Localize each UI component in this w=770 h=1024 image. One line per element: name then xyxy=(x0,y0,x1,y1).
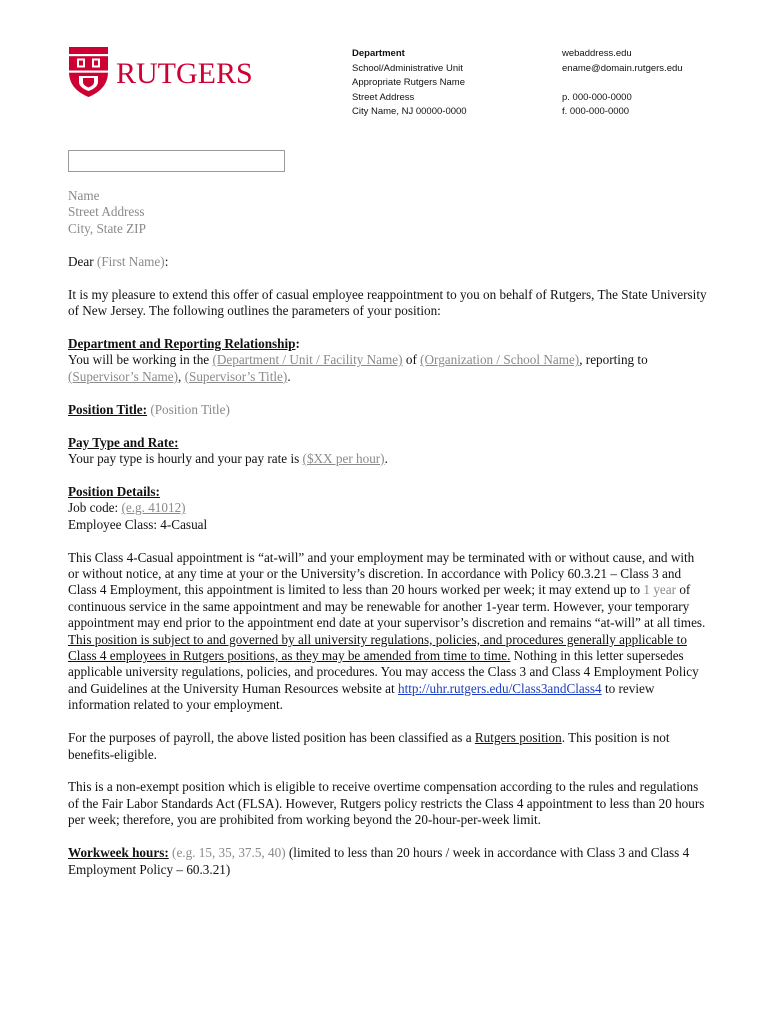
header-email: ename@domain.rutgers.edu xyxy=(562,62,683,74)
pay-rate-placeholder: ($XX per hour) xyxy=(302,450,385,466)
workweek-heading: Workweek hours: xyxy=(68,845,169,861)
policy-text-3: Nothing in this letter supersedes applicable university regulations, policies, and procedures. You may access the Class 3 and Class 4 Employment Policy and Guidelines at the University Human Resources website at xyxy=(68,648,699,696)
rutgers-logo xyxy=(68,46,258,98)
department-text-1: You will be working in the xyxy=(68,352,213,368)
recipient-street: Street Address xyxy=(68,204,145,220)
workweek-section xyxy=(68,845,708,878)
department-text-3: , reporting to xyxy=(579,352,648,368)
position-title-heading: Position Title: xyxy=(68,401,148,417)
salutation-dear: Dear xyxy=(68,253,94,269)
position-details-section xyxy=(68,484,708,533)
sender-contact-block xyxy=(562,47,683,120)
header-phone: p. 000-000-0000 xyxy=(562,91,632,103)
department-heading: Department and Reporting Relationship xyxy=(68,335,296,351)
logo-wordmark: RUTGERS xyxy=(116,57,253,90)
policy-underlined-text: This position is subject to and governed by all university regulations, policies, and procedures generally applicable to Class 4 employees in Rutgers positions, as they may be amended from time to time. xyxy=(68,631,687,664)
header-web: webaddress.edu xyxy=(562,48,632,59)
salutation xyxy=(68,254,708,270)
term-placeholder: 1 year xyxy=(643,582,677,598)
organization-placeholder: (Organization / School Name) xyxy=(420,352,580,368)
shield-icon xyxy=(69,47,108,97)
pay-text-2: . xyxy=(384,450,388,466)
department-text-2: of xyxy=(402,352,421,368)
job-code-label: Job code: xyxy=(68,500,122,516)
recipient-name: Name xyxy=(68,188,100,203)
supervisor-name-placeholder: (Supervisor’s Name) xyxy=(68,368,178,384)
header-unit: School/Administrative Unit xyxy=(352,62,463,74)
workweek-text: (limited to less than 20 hours / week in accordance with Class 3 and Class 4 Employment Policy – 60.3.21) xyxy=(68,845,690,877)
department-heading-colon: : xyxy=(295,335,300,351)
pay-text-1: Your pay type is hourly and your pay rate is xyxy=(68,450,303,466)
supervisor-title-placeholder: (Supervisor’s Title) xyxy=(184,368,288,384)
header-fax: f. 000-000-0000 xyxy=(562,106,630,118)
pay-section xyxy=(68,435,708,468)
header-street: Street Address xyxy=(352,91,415,103)
intro-paragraph: It is my pleasure to extend this offer of casual employee reappointment to you on behalf of Rutgers, The State University of New Jersey. The following outlines the parameters of your position: xyxy=(68,286,707,319)
employee-class: Employee Class: 4-Casual xyxy=(68,516,208,532)
workweek-hours-placeholder: (e.g. 15, 35, 37.5, 40) xyxy=(168,845,286,861)
sender-address-block xyxy=(352,47,467,120)
header-city: City Name, NJ 00000-0000 xyxy=(352,106,467,118)
payroll-text-2: . This position is not benefits-eligible. xyxy=(68,730,670,762)
policy-text-1: This Class 4-Casual appointment is “at-will” and your employment may be terminated with or without cause, and with or without notice, at any time at your or the University’s discretion. In accordance with Policy 60.3.21 – Class 3 and Class 4 Employment, this appointment is limited to less than 20 hours worked per week; it may extend up to xyxy=(68,549,695,598)
header-appropriate-name: Appropriate Rutgers Name xyxy=(352,77,465,89)
policy-paragraph xyxy=(68,550,708,714)
first-name-placeholder: (First Name) xyxy=(96,253,165,269)
letter-body xyxy=(68,188,708,878)
job-code-placeholder: (e.g. 41012) xyxy=(121,500,186,516)
policy-text-2: of continuous service in the same appointment and may be renewable for another 1-year term. However, your temporary appointment may end prior to the appointment end date at your supervisor’s discretion and remains “at-will” at all times. xyxy=(68,582,706,631)
position-title-placeholder: (Position Title) xyxy=(147,401,230,417)
department-text-5: . xyxy=(287,368,291,384)
policy-link[interactable]: http://uhr.rutgers.edu/Class3andClass4 xyxy=(397,680,602,696)
pay-heading: Pay Type and Rate: xyxy=(68,434,179,450)
recipient-block xyxy=(68,188,708,237)
position-title-section xyxy=(68,402,708,418)
department-text-4: , xyxy=(178,368,185,384)
department-placeholder: (Department / Unit / Facility Name) xyxy=(212,352,403,368)
header-department: Department xyxy=(352,48,405,59)
payroll-text-1: For the purposes of payroll, the above listed position has been classified as a xyxy=(68,730,475,746)
flsa-paragraph: This is a non-exempt position which is eligible to receive overtime compensation according to the rules and regulations of the Fair Labor Standards Act (FLSA). However, Rutgers policy restricts the Class 4 appointment to less than 20 hours per week; therefore, you are prohibited from working beyond the 20-hour-per-week limit. xyxy=(68,779,705,828)
date-field[interactable] xyxy=(68,150,285,172)
payroll-paragraph xyxy=(68,730,708,763)
rutgers-position-underlined: Rutgers position xyxy=(474,730,562,746)
header-spacer xyxy=(562,76,683,91)
department-section xyxy=(68,336,708,385)
policy-text-4: to review information related to your employment. xyxy=(68,680,655,713)
recipient-city: City, State ZIP xyxy=(68,220,146,236)
salutation-colon: : xyxy=(164,253,169,269)
position-details-heading: Position Details: xyxy=(68,483,160,499)
